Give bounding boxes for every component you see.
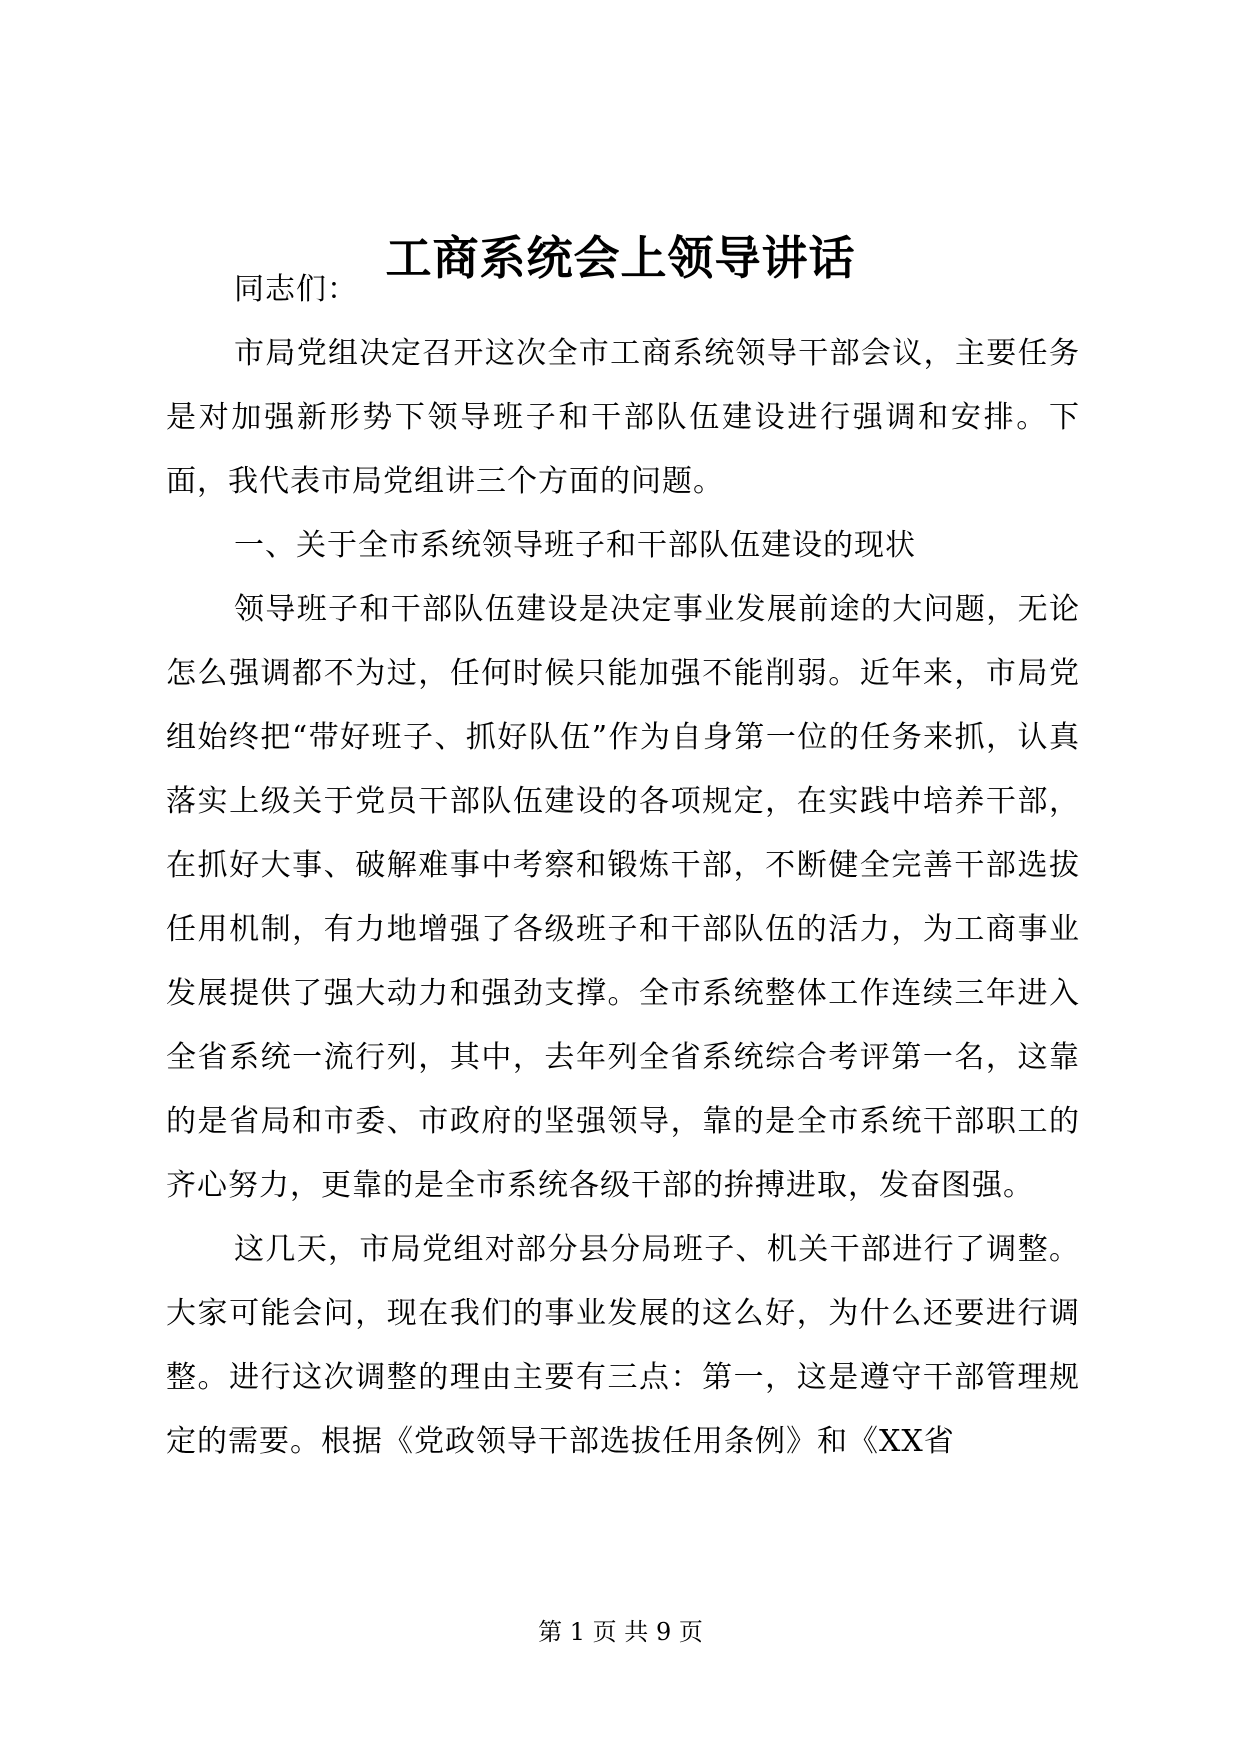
page-footer: 第 1 页 共 9 页 [538,1618,703,1646]
body-paragraph: 这几天，市局党组对部分县分局班子、机关干部进行了调整。大家可能会问，现在我们的事业发展的这么好，为什么还要进行调整。进行这次调整的理由主要有三点：第一，这是遵守干部管理规定的需要。根据《党政领导干部选拔任用条例》和《XX省 [166,1232,1080,1459]
body-paragraph: 领导班子和干部队伍建设是决定事业发展前途的大问题，无论怎么强调都不为过，任何时候只能加强不能削弱。近年来，市局党组始终把“带好班子、抓好队伍”作为自身第一位的任务来抓，认真落实上级关于党员干部队伍建设的各项规定，在实践中培养干部，在抓好大事、破解难事中考察和锻炼干部，不断健全完善干部选拔任用机制，有力地增强了各级班子和干部队伍的活力，为工商事业发展提供了强大动力和强劲支撑。全市系统整体工作连续三年进入全省系统一流行列，其中，去年列全省系统综合考评第一名，这靠的是省局和市委、市政府的坚强领导，靠的是全市系统干部职工的齐心努力，更靠的是全市系统各级干部的拚搏进取，发奋图强。 [166,592,1080,1203]
salutation-paragraph: 同志们： [234,272,358,307]
document-title: 工商系统会上领导讲话 [385,231,856,285]
section-heading-1: 一、关于全市系统领导班子和干部队伍建设的现状 [234,528,916,563]
intro-paragraph: 市局党组决定召开这次全市工商系统领导干部会议，主要任务是对加强新形势下领导班子和干部队伍建设进行强调和安排。下面，我代表市局党组讲三个方面的问题。 [166,336,1080,499]
document-body [166,258,1080,1474]
